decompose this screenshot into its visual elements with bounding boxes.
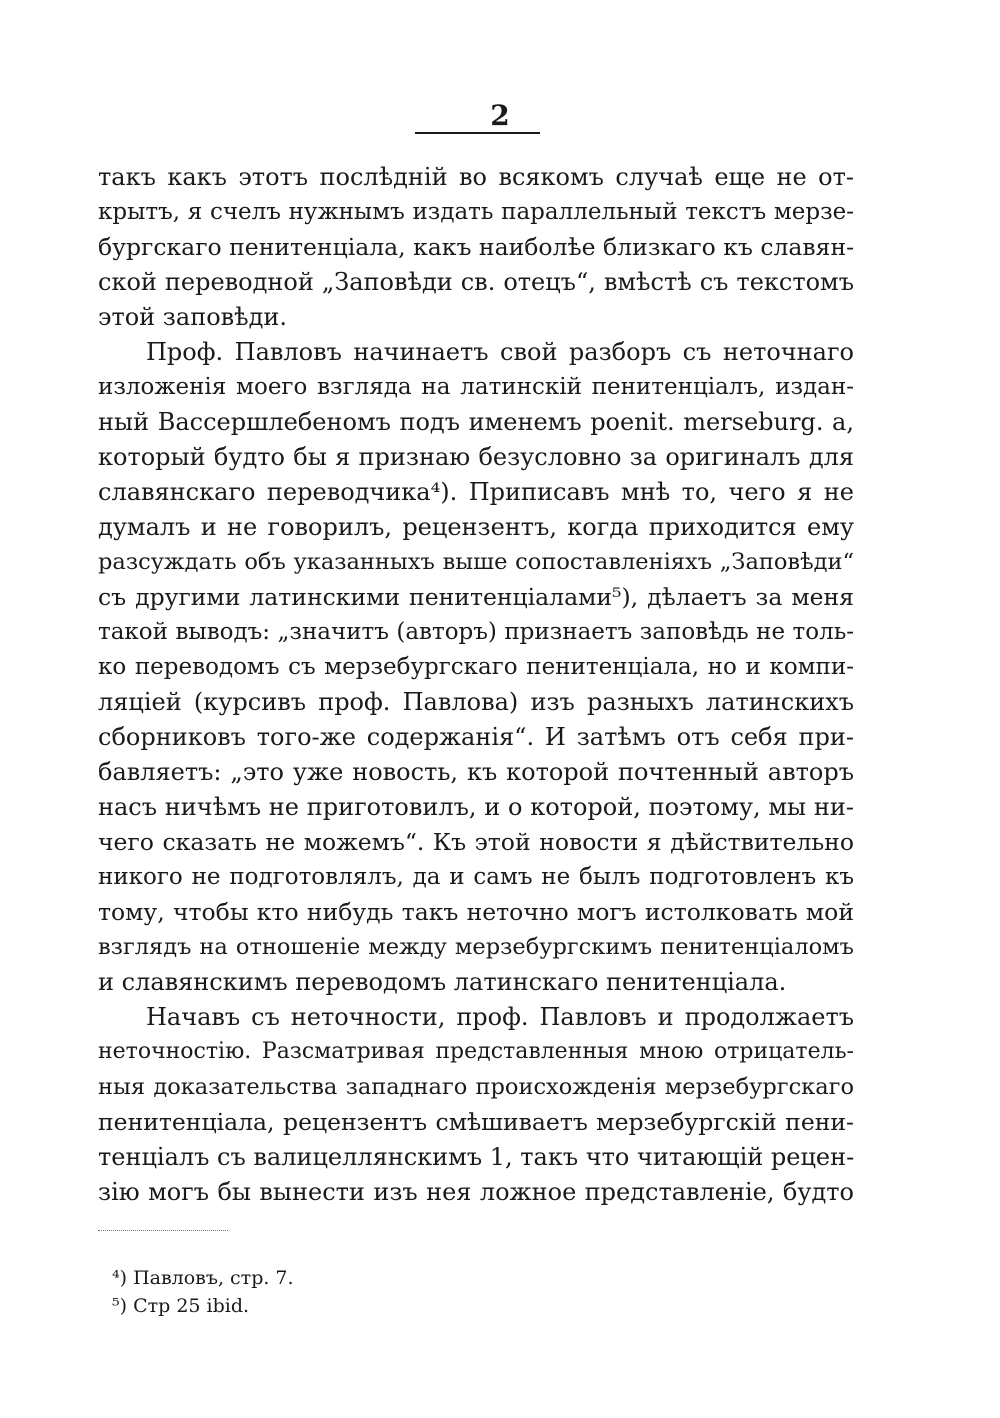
- header-rule: [415, 132, 540, 134]
- text-line: насъ ничѣмъ не приготовилъ, и о которой, поэтому, мы ни-: [98, 793, 854, 821]
- text-line: Начавъ съ неточности, проф. Павловъ и продолжаетъ: [146, 1003, 854, 1031]
- text-line: сборниковъ того-же содержанія“. И затѣмъ отъ себя при-: [98, 723, 854, 751]
- text-line: думалъ и не говорилъ, рецензентъ, когда приходится ему: [98, 513, 854, 541]
- text-line: съ другими латинскими пенитенціалами⁵), дѣлаетъ за меня: [98, 583, 854, 611]
- text-line: бавляетъ: „это уже новость, къ которой почтенный авторъ: [98, 758, 854, 786]
- text-line: ныя доказательства западнаго происхожденія мерзебургскаго: [98, 1074, 854, 1100]
- text-line: такъ какъ этотъ послѣдній во всякомъ случаѣ еще не от-: [98, 163, 854, 191]
- page-number: 2: [490, 99, 510, 132]
- text-line: и славянскимъ переводомъ латинскаго пенитенціала.: [98, 968, 787, 996]
- footnote: ⁵) Стр 25 ibid.: [112, 1295, 250, 1317]
- text-line: пенитенціала, рецензентъ смѣшиваетъ мерзебургскій пени-: [98, 1108, 854, 1136]
- text-line: тому, чтобы кто нибудь такъ неточно могъ истолковать мой: [98, 898, 854, 926]
- text-line: разсуждать объ указанныхъ выше сопоставленіяхъ „Заповѣди“: [98, 549, 854, 575]
- text-line: ко переводомъ съ мерзебургскаго пенитенціала, но и компи-: [98, 654, 854, 680]
- text-line: ской переводной „Заповѣди св. отецъ“, вмѣстѣ съ текстомъ: [98, 268, 854, 296]
- text-line: бургскаго пенитенціала, какъ наиболѣе близкаго къ славян-: [98, 233, 855, 261]
- text-line: ный Вассершлебеномъ подъ именемъ poenit. merseburg. a,: [98, 408, 854, 436]
- text-line: славянскаго переводчика⁴). Приписавъ мнѣ то, чего я не: [98, 478, 854, 506]
- footnote-separator: [98, 1230, 228, 1232]
- footnote: ⁴) Павловъ, стр. 7.: [112, 1267, 294, 1289]
- text-line: тенціалъ съ валицеллянскимъ 1, такъ что читающій рецен-: [98, 1143, 855, 1171]
- text-line: никого не подготовлялъ, да и самъ не былъ подготовленъ къ: [98, 864, 854, 890]
- text-line: ляціей (курсивъ проф. Павлова) изъ разныхъ латинскихъ: [98, 688, 854, 716]
- text-line: взглядъ на отношеніе между мерзебургскимъ пенитенціаломъ: [98, 934, 854, 960]
- text-line: чего сказать не можемъ“. Къ этой новости я дѣйствительно: [98, 828, 854, 856]
- text-line: этой заповѣди.: [98, 303, 288, 331]
- text-line: крытъ, я счелъ нужнымъ издать параллельный текстъ мерзе-: [98, 199, 854, 225]
- text-line: изложенія моего взгляда на латинскій пенитенціалъ, издан-: [98, 374, 854, 400]
- text-line: зію могъ бы вынести изъ нея ложное представленіе, будто: [98, 1178, 854, 1206]
- text-line: неточностію. Разсматривая представленныя мною отрицатель-: [98, 1039, 854, 1064]
- text-line: Проф. Павловъ начинаетъ свой разборъ съ неточнаго: [146, 338, 854, 366]
- text-line: который будто бы я признаю безусловно за оригиналъ для: [98, 443, 854, 471]
- text-line: такой выводъ: „значитъ (авторъ) признаетъ заповѣдь не толь-: [98, 619, 854, 645]
